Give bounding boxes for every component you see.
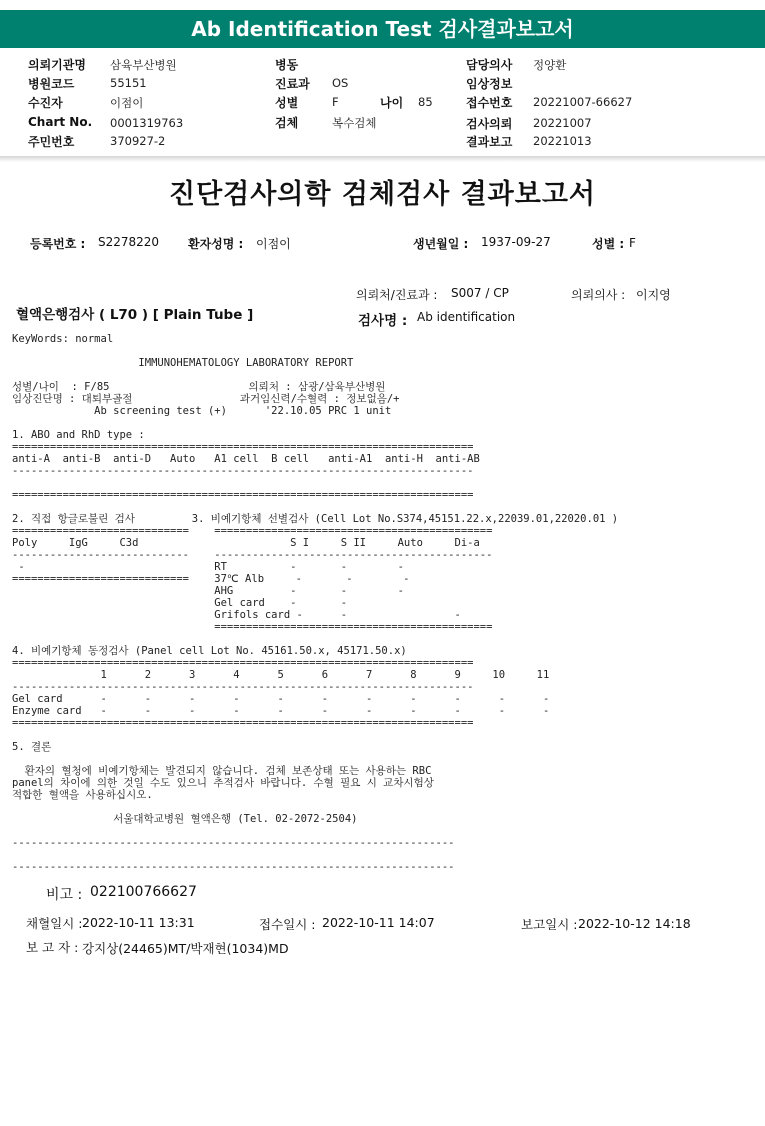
- receipt-time-value: 2022-10-11 14:07: [322, 915, 435, 930]
- patient-name-value: 이점이: [256, 237, 291, 251]
- ward-label: 병동: [275, 58, 299, 72]
- lab-report-line: anti-A anti-B anti-D Auto A1 cell B cell anti-A1 anti-H anti-AB: [12, 453, 480, 465]
- resident-no-value: 370927-2: [110, 134, 166, 148]
- request-date-value: 20221007: [533, 116, 592, 130]
- lab-report-line: ---------------------------- --------------------------------------------: [12, 549, 493, 561]
- lab-report-line: =========================================================================: [12, 717, 474, 729]
- lab-report-line: Enzyme card - - - - - - - - - - -: [12, 705, 550, 717]
- age-value: 85: [418, 95, 433, 109]
- patient-name-label: 환자성명 :: [188, 237, 244, 251]
- result-date-value: 20221013: [533, 134, 592, 148]
- lab-report-line: panel의 차이에 의한 것일 수도 있으니 추적검사 바랍니다. 수혈 필요 시 교차시험상: [12, 777, 434, 789]
- report-title: 진단검사의학 검체검사 결과보고서: [168, 179, 597, 210]
- lab-report-line: Gel card - -: [12, 597, 348, 609]
- lab-report-line: Ab screening test (+) '22.10.05 PRC 1 unit: [12, 405, 392, 417]
- reg-no-label: 등록번호 :: [30, 237, 86, 251]
- lab-report-line: AHG - - -: [12, 585, 404, 597]
- examinee-label: 수진자: [28, 96, 63, 110]
- dob-value: 1937-09-27: [481, 235, 551, 249]
- lab-report-line: [12, 417, 757, 429]
- lab-report-line: Gel card - - - - - - - - - - -: [12, 693, 550, 705]
- department-value: OS: [332, 76, 349, 90]
- lab-report-line: [12, 753, 757, 765]
- lab-report-line: ============================ 37℃ Alb - - -: [12, 573, 410, 585]
- reg-no-value: S2278220: [98, 235, 160, 249]
- lab-report-line: =========================================================================: [12, 657, 474, 669]
- institution-label: 의뢰기관명: [28, 58, 86, 72]
- lab-report-line: 5. 결론: [12, 741, 52, 753]
- resident-no-label: 주민번호: [28, 135, 75, 149]
- lab-report-line: 2. 직접 항글로불린 검사 3. 비예기항체 선별검사 (Cell Lot No.S374,45151.22.x,22039.01,22020.01 ): [12, 513, 619, 525]
- report-time-value: 2022-10-12 14:18: [578, 916, 691, 931]
- lab-report-line: 임상진단명 : 대퇴부골절 과거임신력/수혈력 : 정보없음/+: [12, 393, 400, 405]
- lab-report-line: [12, 345, 757, 357]
- lab-report-line: ============================================: [12, 621, 493, 633]
- institution-value: 삼육부산병원: [110, 58, 177, 72]
- examinee-value: 이점이: [110, 96, 144, 110]
- sex-value: F: [332, 95, 339, 109]
- result-date-label: 결과보고: [466, 135, 513, 149]
- collection-time-label: 채혈일시 :: [26, 916, 83, 931]
- lab-report-line: [12, 729, 757, 741]
- clinical-info-label: 임상정보: [466, 77, 513, 91]
- lab-report-line: 서울대학교병원 혈액은행 (Tel. 02-2072-2504): [12, 813, 358, 825]
- remark-value: 022100766627: [90, 884, 197, 900]
- lab-report-line: ----------------------------------------------------------------------: [12, 861, 455, 873]
- attending-doctor-value: 정양환: [533, 58, 567, 72]
- specimen-value: 복수검체: [332, 116, 377, 130]
- lab-report-line: ----------------------------------------------------------------------: [12, 837, 455, 849]
- age-label: 나이: [380, 96, 404, 110]
- lab-report-line: [12, 369, 757, 381]
- lab-report-line: =========================================================================: [12, 489, 474, 501]
- test-name-value: Ab identification: [417, 310, 516, 324]
- dept-value: S007 / CP: [451, 286, 509, 300]
- lab-report-line: -------------------------------------------------------------------------: [12, 465, 474, 477]
- chart-no-label: Chart No.: [28, 115, 93, 129]
- lab-report-line: 적합한 혈액을 사용하십시오.: [12, 789, 153, 801]
- lab-report-line: Poly IgG C3d S I S II Auto Di-a: [12, 537, 480, 549]
- department-label: 진료과: [275, 77, 310, 91]
- lab-report-line: 1 2 3 4 5 6 7 8 9 10 11: [12, 669, 550, 681]
- report-time-label: 보고일시 :: [521, 917, 578, 932]
- receipt-time-label: 접수일시 :: [259, 917, 316, 932]
- lab-report-body: [12, 333, 757, 873]
- requesting-doctor-value: 이지영: [636, 288, 671, 302]
- lab-report-line: 4. 비예기항체 동정검사 (Panel cell Lot No. 45161.50.x, 45171.50.x): [12, 645, 407, 657]
- lab-report-line: -------------------------------------------------------------------------: [12, 681, 474, 693]
- reporter-value: 강지상(24465)MT/박재현(1034)MD: [82, 941, 289, 956]
- lab-report-line: [12, 501, 757, 513]
- lab-report-line: KeyWords: normal: [12, 333, 114, 345]
- lab-report-line: 환자의 혈청에 비예기항체는 발견되지 않습니다. 검체 보존상태 또는 사용하는 RBC: [12, 765, 432, 777]
- test-category-title: 혈액은행검사 ( L70 ) [ Plain Tube ]: [16, 307, 254, 323]
- sex-label: 성별: [275, 96, 299, 110]
- lab-report-line: Grifols card - - -: [12, 609, 461, 621]
- dept-label: 의뢰처/진료과 :: [356, 288, 438, 302]
- divider: [0, 156, 765, 162]
- dob-label: 생년월일 :: [413, 237, 469, 251]
- requesting-doctor-label: 의뢰의사 :: [571, 288, 626, 302]
- lab-report-line: IMMUNOHEMATOLOGY LABORATORY REPORT: [12, 357, 354, 369]
- lab-report-line: [12, 825, 757, 837]
- lab-report-line: [12, 849, 757, 861]
- lab-report-line: ============================ ============================================: [12, 525, 493, 537]
- lab-report-line: [12, 801, 757, 813]
- sex-label-2: 성별 :: [592, 237, 625, 251]
- sex-value-2: F: [629, 236, 636, 250]
- specimen-label: 검체: [275, 116, 299, 130]
- chart-no-value: 0001319763: [110, 116, 184, 130]
- lab-report-line: - RT - - -: [12, 561, 404, 573]
- lab-report-line: 성별/나이 : F/85 의뢰처 : 삼광/삼육부산병원: [12, 381, 386, 393]
- collection-time-value: 2022-10-11 13:31: [82, 915, 195, 930]
- receipt-no-value: 20221007-66627: [533, 95, 633, 109]
- lab-report-line: [12, 477, 757, 489]
- remark-label: 비고 :: [46, 887, 83, 903]
- attending-doctor-label: 담당의사: [466, 58, 513, 72]
- hospital-code-value: 55151: [110, 76, 147, 90]
- lab-report-line: 1. ABO and RhD type :: [12, 429, 145, 441]
- report-banner: Ab Identification Test 검사결과보고서: [0, 10, 765, 48]
- request-date-label: 검사의뢰: [466, 117, 513, 131]
- reporter-label: 보 고 자 :: [26, 940, 79, 955]
- lab-report-line: [12, 633, 757, 645]
- test-name-label: 검사명 :: [358, 313, 408, 329]
- hospital-code-label: 병원코드: [28, 77, 75, 91]
- lab-report-line: =========================================================================: [12, 441, 474, 453]
- receipt-no-label: 접수번호: [466, 96, 513, 110]
